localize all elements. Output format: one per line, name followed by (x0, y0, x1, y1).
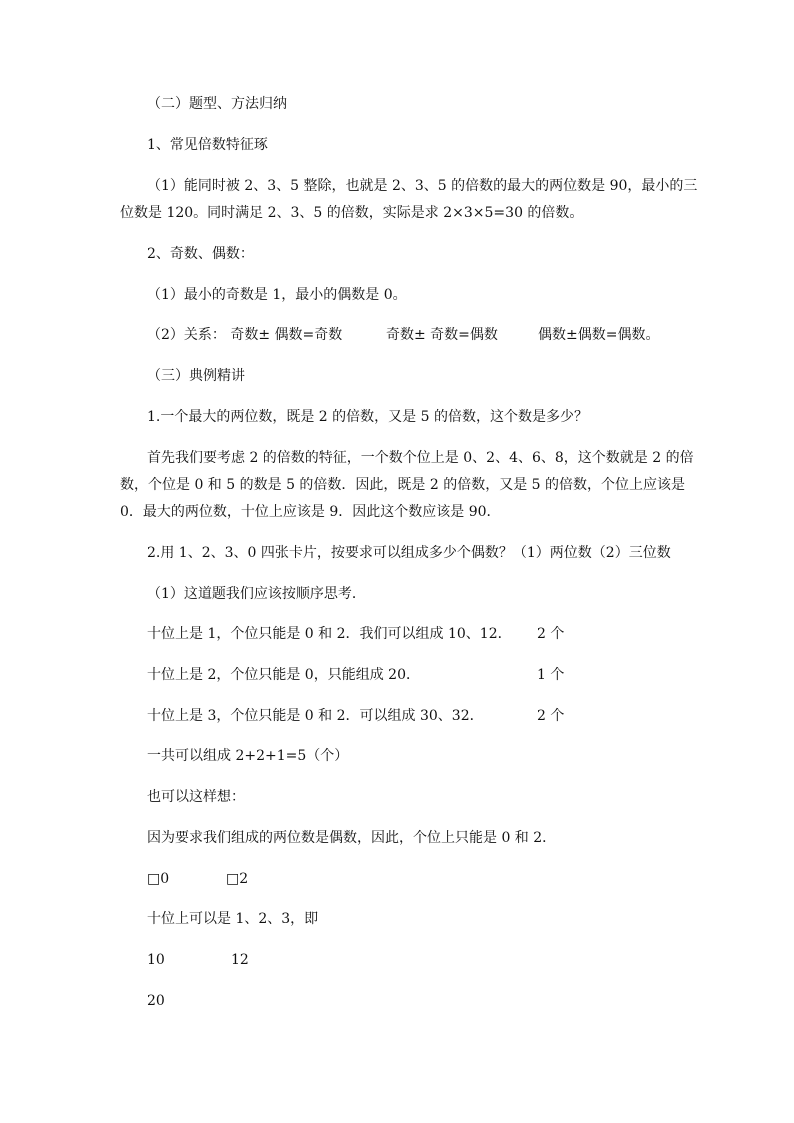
item-2-point-2-part-c: 偶数±偶数=偶数。 (538, 327, 660, 343)
item-2-point-2-part-b: 奇数± 奇数=偶数 (386, 327, 498, 343)
item-1-title: 1、常见倍数特征琢 (147, 137, 268, 153)
case-row-count: 1 个 (537, 667, 565, 683)
total-line: 一共可以组成 2+2+1=5（个） (147, 748, 349, 764)
item-1-paragraph-line-1: （1）能同时被 2、3、5 整除，也就是 2、3、5 的倍数的最大的两位数是 90，最小的三 (147, 178, 698, 194)
question-2: 2.用 1、2、3、0 四张卡片，按要求可以组成多少个偶数？（1）两位数（2）三位数 (147, 545, 671, 561)
alternative-intro: 也可以这样想： (147, 789, 245, 805)
answer-1-line-1: 首先我们要考虑 2 的倍数的特征，一个数个位上是 0、2、4、6、8，这个数就是 2 的倍 (147, 450, 694, 466)
answer-2-intro: （1）这道题我们应该按顺序思考． (147, 586, 366, 602)
number-20: 20 (147, 993, 165, 1009)
case-row-count: 2 个 (537, 708, 565, 724)
item-2-point-2-part-a: （2）关系： 奇数± 偶数=奇数 (147, 327, 343, 343)
item-2-point-1: （1）最小的奇数是 1，最小的偶数是 0。 (147, 287, 407, 303)
item-2-title: 2、奇数、偶数： (147, 246, 254, 262)
case-row-text: 十位上是 2，个位只能是 0，只能组成 20． (147, 667, 420, 683)
answer-1-line-3: 0．最大的两位数，十位上应该是 9．因此这个数应该是 90． (120, 504, 501, 520)
tens-line: 十位上可以是 1、2、3，即 (147, 911, 319, 927)
case-row-text: 十位上是 3，个位只能是 0 和 2．可以组成 30、32． (147, 708, 484, 724)
number-12: 12 (231, 952, 249, 968)
case-row-text: 十位上是 1，个位只能是 0 和 2．我们可以组成 10、12． (147, 626, 512, 642)
reason-line: 因为要求我们组成的两位数是偶数，因此，个位上只能是 0 和 2． (147, 830, 557, 846)
section-heading-3: （三）典例精讲 (147, 368, 245, 384)
blank-box-2: □2 (226, 871, 249, 887)
blank-box-0: □0 (147, 871, 170, 887)
item-1-paragraph-line-2: 位数是 120。同时满足 2、3、5 的倍数，实际是求 2×3×5=30 的倍数。 (120, 205, 584, 221)
question-1: 1.一个最大的两位数，既是 2 的倍数，又是 5 的倍数，这个数是多少？ (147, 409, 588, 425)
number-10: 10 (147, 952, 165, 968)
case-row-count: 2 个 (537, 626, 565, 642)
section-heading-2: （二）题型、方法归纳 (147, 96, 287, 112)
answer-1-line-2: 数，个位是 0 和 5 的数是 5 的倍数．因此，既是 2 的倍数，又是 5 的倍数，个位上应该是 (120, 477, 686, 493)
